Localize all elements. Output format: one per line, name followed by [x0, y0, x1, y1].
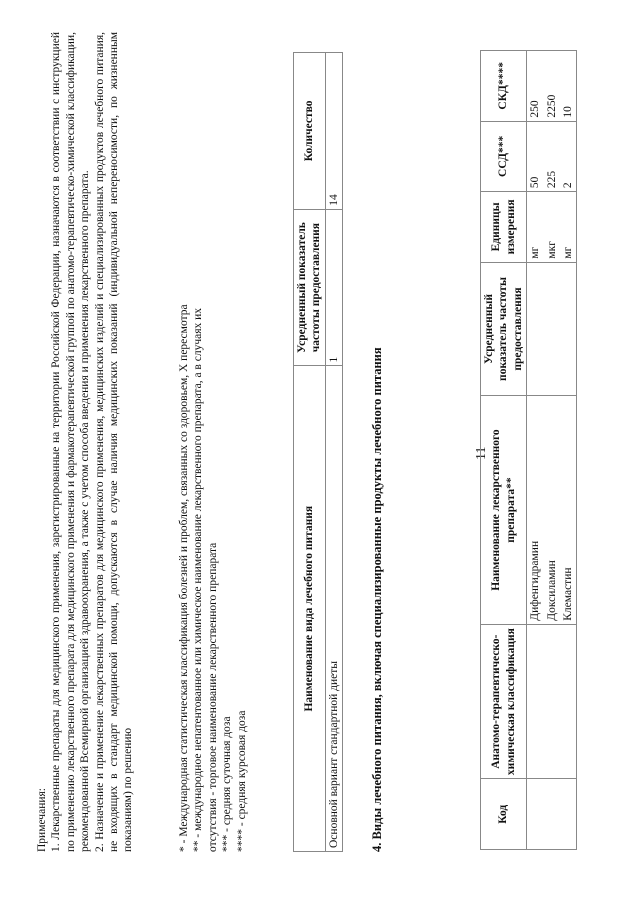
drug-table-header: Единицы измерения: [481, 192, 527, 263]
freq-cell: [560, 262, 577, 396]
rotated-content: [25, 0, 625, 880]
table-row: [527, 51, 544, 850]
freq-cell: [544, 262, 560, 396]
unit-cell: мкг: [544, 192, 560, 263]
drug-table-header: Анатомо-терапевтическо-химическая классификация: [481, 624, 527, 779]
skd-cell: 10: [560, 51, 577, 122]
diet-name-cell: Основной вариант стандартной диеты: [325, 366, 342, 852]
section-4-title: 4. Виды лечебного питания, включая специализированные продукты лечебного питания: [370, 347, 384, 852]
notes-title: Примечания:: [36, 788, 48, 852]
footnotes: [177, 32, 249, 852]
footnote: * - Международная статистическая классификация болезней и проблем, связанных со здоровьем, X пересмотра: [178, 304, 190, 852]
table-row: [544, 51, 560, 850]
footnote: отсутствия - торговое наименование лекарственного препарата: [206, 542, 219, 852]
nutrition-table-header: Количество: [294, 53, 326, 210]
footnote: ** - международное непатентованное или химическое наименование лекарственного препарата, а в случаях их: [192, 307, 205, 852]
nutrition-table-header: Наименование вида лечебного питания: [294, 366, 326, 852]
freq-cell: [527, 262, 544, 396]
diet-freq-cell: 1: [325, 209, 342, 366]
drug-table: [480, 50, 577, 850]
skd-cell: 2250: [544, 51, 560, 122]
atc-cell: [544, 624, 560, 779]
drug-name-cell: Клемастин: [560, 396, 577, 624]
ssd-cell: 2: [560, 121, 577, 192]
unit-cell: мг: [527, 192, 544, 263]
code-cell: [544, 779, 560, 850]
table-row: [560, 51, 577, 850]
drug-table-header: Усредненный показатель частоты предоставления: [481, 262, 527, 396]
nutrition-table: [293, 52, 343, 852]
drug-name-cell: Дифенгидрамин: [527, 396, 544, 624]
diet-qty-cell: 14: [325, 53, 342, 210]
nutrition-table-header: Усредненный показатель частоты предоставления: [294, 209, 326, 366]
footnote: **** - средняя курсовая доза: [235, 710, 248, 852]
drug-name-cell: Доксиламин: [544, 396, 560, 624]
footnote: *** - средняя суточная доза: [221, 716, 234, 852]
skd-cell: 250: [527, 51, 544, 122]
atc-cell: [560, 624, 577, 779]
drug-table-header: СКД****: [481, 51, 527, 122]
unit-cell: мг: [560, 192, 577, 263]
drug-table-header: Код: [481, 779, 527, 850]
page-number: 11: [474, 446, 489, 460]
note-item: 1. Лекарственные препараты для медицинского применения, зарегистрированные на территории Российской Федерации, назначаются в соответствии с инструкцией по применению лекарственного препарата для медицинского применения и фармакотерапевтической группой по анатомо-терапевтическо-химической классификации, рекомендованной Всемирной организацией здравоохранения, а также с учетом способа введения и применения лекарственного препарата.: [50, 32, 92, 852]
ssd-cell: 50: [527, 121, 544, 192]
ssd-cell: 225: [544, 121, 560, 192]
notes: [35, 32, 136, 852]
code-cell: [527, 779, 544, 850]
note-item: 2. Назначение и применение лекарственных препаратов для медицинского применения, медицинских изделий и специализированных продуктов лечебного питания, не входящих в стандарт медицинской помощи, допускаются в случае наличия медицинских показаний (индивидуальной непереносимости, по жизненным показаниям) по решению: [93, 32, 135, 852]
table-row: [325, 53, 342, 852]
atc-cell: [527, 624, 544, 779]
drug-table-header: ССД***: [481, 121, 527, 192]
code-cell: [560, 779, 577, 850]
drug-table-header: Наименование лекарственного препарата**: [481, 396, 527, 624]
